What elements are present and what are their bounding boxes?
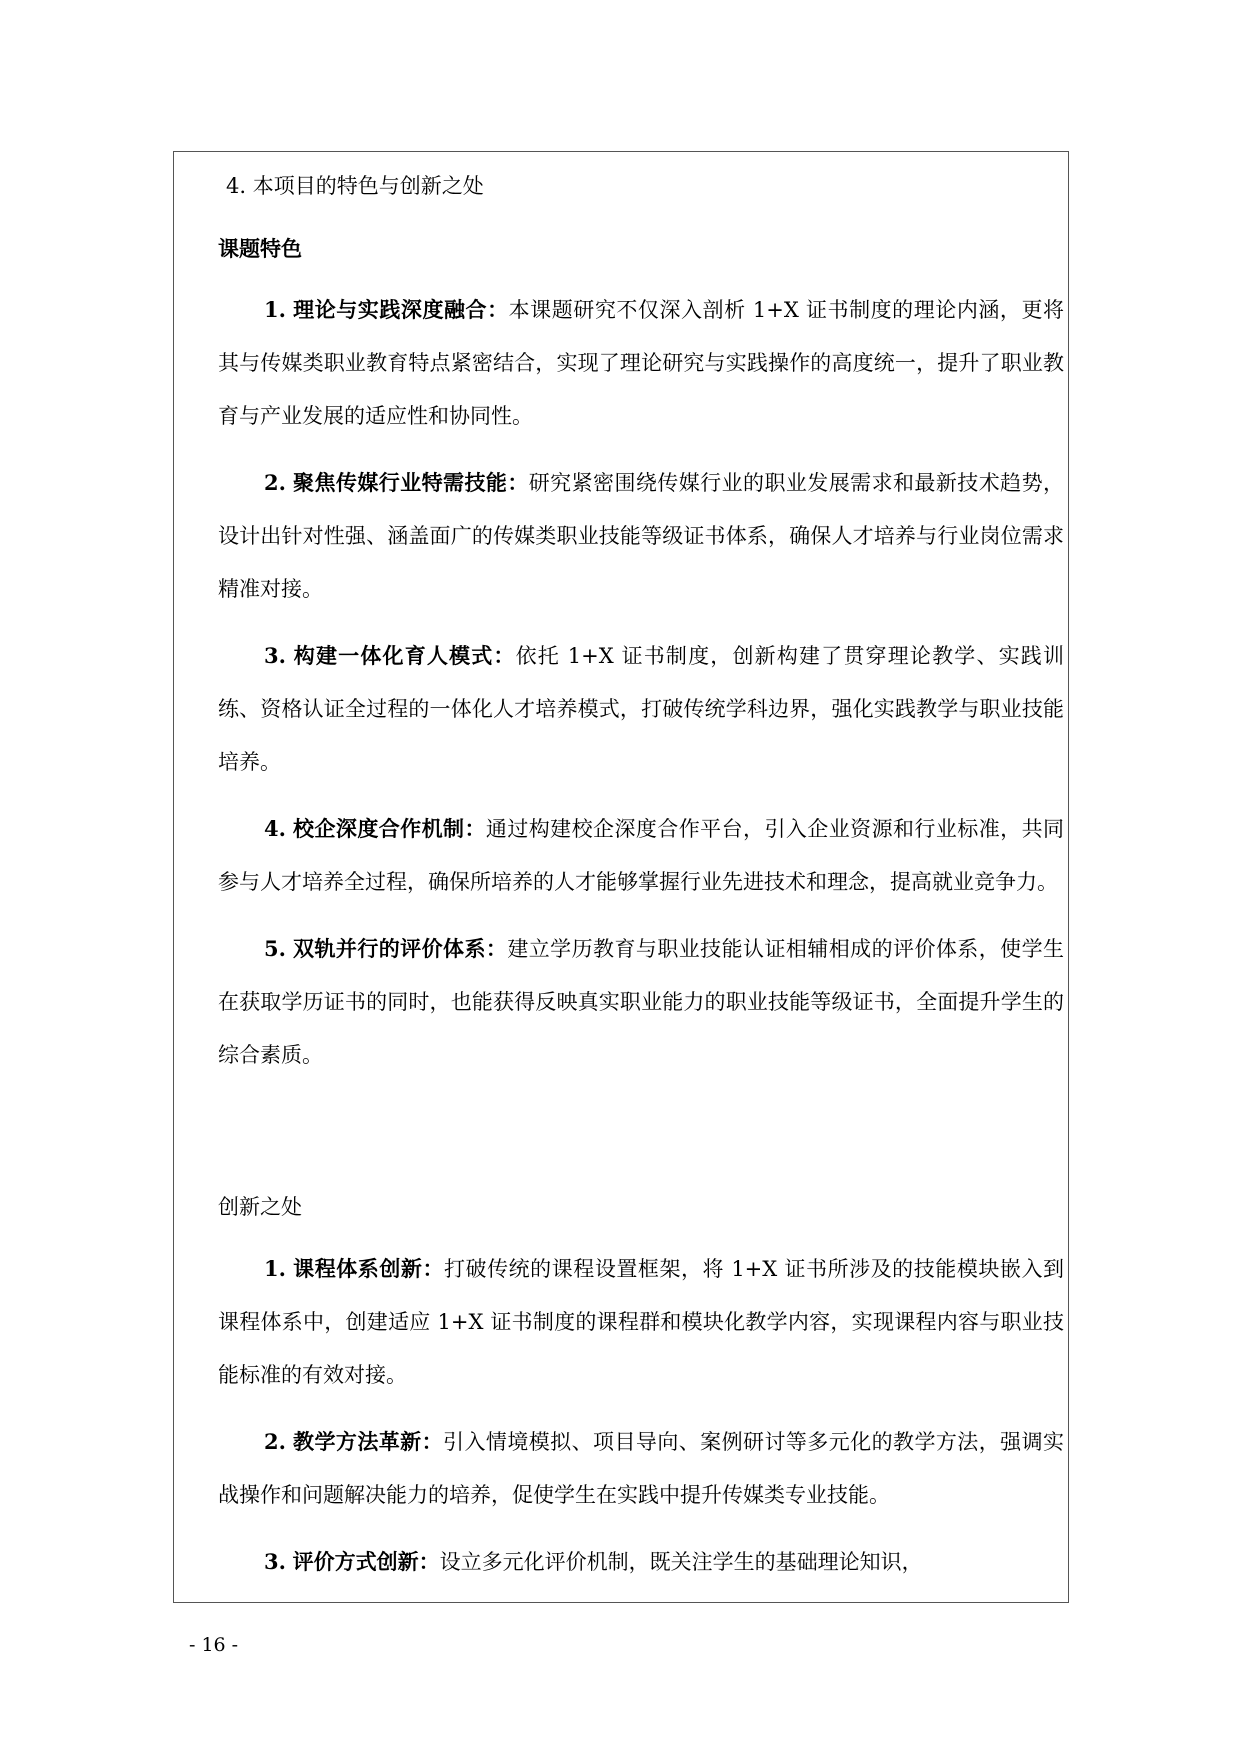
feature-item-title: 理论与实践深度融合： — [293, 297, 509, 322]
innovation-item-title: 评价方式创新： — [292, 1549, 440, 1574]
innovation-item-text: 设立多元化评价机制，既关注学生的基础理论知识， — [439, 1550, 923, 1574]
section-title: 4. 本项目的特色与创新之处 — [226, 174, 484, 198]
feature-item-text: 依托 1+X 证书制度，创新构建了贯穿理论教学、实践训练、资格认证全过程的一体化人才培养模式，打破传统学科边界，强化实践教学与职业技能培养。 — [218, 644, 1064, 774]
feature-item-2 — [218, 456, 1064, 616]
feature-item-title: 双轨并行的评价体系： — [293, 936, 508, 961]
innovation-item-number: 3. — [264, 1549, 286, 1574]
feature-item-title: 聚焦传媒行业特需技能： — [293, 470, 529, 495]
feature-item-number: 2. — [264, 470, 286, 495]
innovation-item-title: 教学方法革新： — [293, 1429, 444, 1454]
feature-item-text: 研究紧密围绕传媒行业的职业发展需求和最新技术趋势，设计出针对性强、涵盖面广的传媒类职业技能等级证书体系，确保人才培养与行业岗位需求精准对接。 — [218, 471, 1064, 601]
feature-item-4 — [218, 802, 1064, 909]
feature-item-title: 构建一体化育人模式： — [293, 643, 516, 668]
feature-item-number: 5. — [264, 936, 286, 961]
innovation-item-number: 1. — [264, 1256, 286, 1281]
innovation-item-text: 打破传统的课程设置框架，将 1+X 证书所涉及的技能模块嵌入到课程体系中，创建适应 1+X 证书制度的课程群和模块化教学内容，实现课程内容与职业技能标准的有效对接。 — [218, 1257, 1064, 1387]
features-heading: 课题特色 — [218, 236, 302, 261]
feature-item-text: 本课题研究不仅深入剖析 1+X 证书制度的理论内涵，更将其与传媒类职业教育特点紧密结合，实现了理论研究与实践操作的高度统一，提升了职业教育与产业发展的适应性和协同性。 — [218, 298, 1064, 428]
section-spacer — [218, 1082, 1064, 1172]
feature-item-text: 建立学历教育与职业技能认证相辅相成的评价体系，使学生在获取学历证书的同时，也能获得反映真实职业能力的职业技能等级证书，全面提升学生的综合素质。 — [218, 937, 1065, 1067]
feature-item-text: 通过构建校企深度合作平台，引入企业资源和行业标准，共同参与人才培养全过程，确保所培养的人才能够掌握行业先进技术和理念，提高就业竞争力。 — [218, 817, 1064, 894]
feature-item-1 — [218, 283, 1064, 443]
page-number: - 16 - — [189, 1634, 239, 1656]
innovation-item-1 — [218, 1242, 1064, 1402]
feature-item-number: 4. — [264, 816, 286, 841]
innovation-item-text: 引入情境模拟、项目导向、案例研讨等多元化的教学方法，强调实战操作和问题解决能力的培养，促使学生在实践中提升传媒类专业技能。 — [218, 1430, 1065, 1507]
feature-item-number: 1. — [264, 297, 286, 322]
feature-item-number: 3. — [264, 643, 286, 668]
feature-item-5 — [218, 922, 1064, 1082]
innovation-item-number: 2. — [264, 1429, 286, 1454]
innovations-heading: 创新之处 — [218, 1195, 302, 1219]
feature-item-title: 校企深度合作机制： — [293, 816, 486, 841]
document-body — [218, 160, 1064, 1589]
feature-item-3 — [218, 629, 1064, 789]
innovation-item-3 — [218, 1535, 1064, 1589]
innovation-item-title: 课程体系创新： — [293, 1256, 444, 1281]
innovation-item-2 — [218, 1415, 1064, 1522]
